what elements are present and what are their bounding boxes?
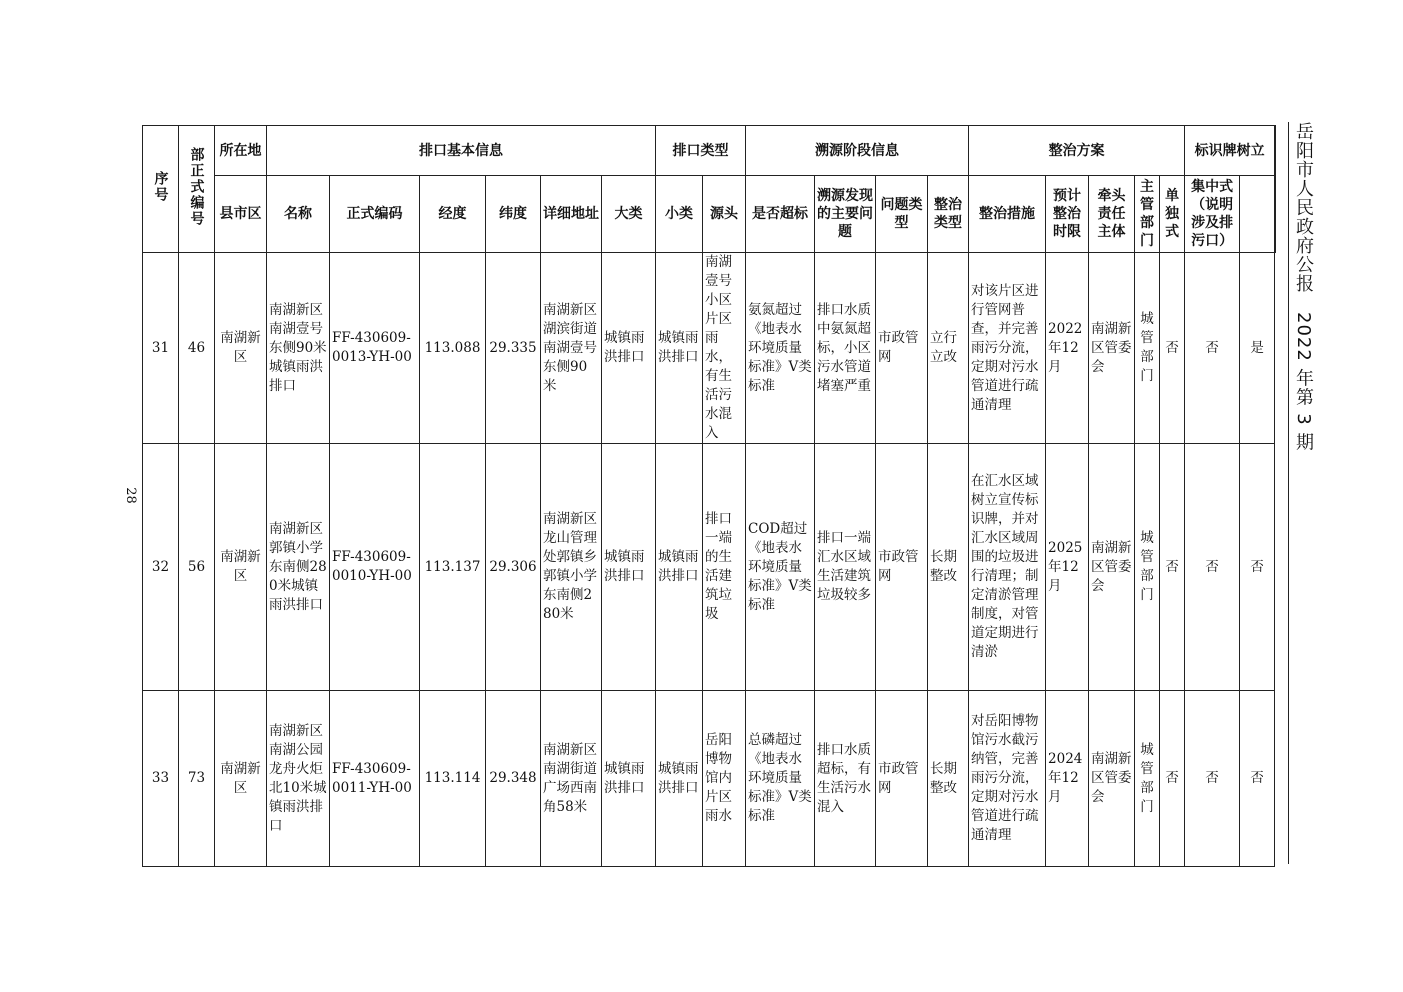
- cell-longitude: 113.137: [420, 444, 486, 691]
- cell-longitude: 113.114: [420, 691, 486, 867]
- running-title-rule: [1288, 122, 1289, 864]
- cell-formal-code: FF-430609-0010-YH-00: [330, 444, 420, 691]
- cell-seq: 33: [143, 691, 179, 867]
- header-name: 名称: [267, 176, 330, 253]
- header-exceeds: 是否超标: [746, 176, 815, 253]
- header-source: 源头: [703, 176, 746, 253]
- cell-problem-type: 市政管网: [876, 691, 928, 867]
- cell-plan-type: 长期整改: [928, 691, 969, 867]
- header-location-group: 所在地: [215, 126, 267, 176]
- header-outlet-type: 排口类型: [656, 126, 746, 176]
- cell-exceeds: COD超过《地表水环境质量标准》V类标准: [746, 444, 815, 691]
- cell-measures: 对该片区进行管网普查，并完善雨污分流，定期对污水管道进行疏通清理: [969, 253, 1046, 444]
- cell-sign-group: 否: [1185, 253, 1240, 444]
- header-address: 详细地址: [541, 176, 602, 253]
- cell-seq: 31: [143, 253, 179, 444]
- cell-measures: 在汇水区域树立宣传标识牌，并对汇水区域周围的垃圾进行清理；制定清淤管理制度，对管道定期进行清淤: [969, 444, 1046, 691]
- page-number: 28: [122, 487, 138, 504]
- header-longitude: 经度: [420, 176, 486, 253]
- cell-deadline: 2025年12月: [1046, 444, 1089, 691]
- header-sign: 标识牌树立: [1185, 126, 1275, 176]
- table-row: [143, 444, 1276, 691]
- header-location: 县市区: [215, 176, 267, 253]
- cell-formal-code: FF-430609-0013-YH-00: [330, 253, 420, 444]
- outlet-table: [142, 125, 1276, 867]
- header-sign-group: 集中式（说明涉及排污口）: [1185, 176, 1240, 253]
- cell-problem-type: 市政管网: [876, 253, 928, 444]
- header-latitude: 纬度: [486, 176, 541, 253]
- cell-source: 排口一端的生活建筑垃圾: [703, 444, 746, 691]
- header-basic-info: 排口基本信息: [267, 126, 656, 176]
- cell-minor-class: 城镇雨洪排口: [656, 691, 703, 867]
- cell-latitude: 29.335: [486, 253, 541, 444]
- header-dept-code: 部正式编号: [179, 126, 215, 253]
- header-trace-problem: 溯源发现的主要问题: [815, 176, 876, 253]
- cell-plan-type: 长期整改: [928, 444, 969, 691]
- cell-lead: 南湖新区管委会: [1089, 444, 1135, 691]
- cell-formal-code: FF-430609-0011-YH-00: [330, 691, 420, 867]
- cell-done: 否: [1240, 444, 1275, 691]
- cell-trace-problem: 排口水质中氨氮超标，小区污水管道堵塞严重: [815, 253, 876, 444]
- cell-location: 南湖新区: [215, 444, 267, 691]
- cell-name: 南湖新区郭镇小学东南侧280米城镇雨洪排口: [267, 444, 330, 691]
- cell-deadline: 2022年12月: [1046, 253, 1089, 444]
- cell-deadline: 2024年12月: [1046, 691, 1089, 867]
- cell-location: 南湖新区: [215, 253, 267, 444]
- cell-lead: 南湖新区管委会: [1089, 691, 1135, 867]
- cell-dept: 城管部门: [1135, 691, 1160, 867]
- cell-source: 岳阳博物馆内片区雨水: [703, 691, 746, 867]
- cell-major-class: 城镇雨洪排口: [602, 691, 656, 867]
- cell-dept: 城管部门: [1135, 253, 1160, 444]
- cell-problem-type: 市政管网: [876, 444, 928, 691]
- cell-name: 南湖新区南湖壹号东侧90米城镇雨洪排口: [267, 253, 330, 444]
- cell-dept-code: 73: [179, 691, 215, 867]
- cell-seq: 32: [143, 444, 179, 691]
- table-row: [143, 691, 1276, 867]
- cell-location: 南湖新区: [215, 691, 267, 867]
- cell-lead: 南湖新区管委会: [1089, 253, 1135, 444]
- cell-address: 南湖新区龙山管理处郭镇乡郭镇小学东南侧280米: [541, 444, 602, 691]
- cell-sign-group: 否: [1185, 444, 1240, 691]
- cell-trace-problem: 排口水质超标，有生活污水混入: [815, 691, 876, 867]
- cell-exceeds: 氨氮超过《地表水环境质量标准》V类标准: [746, 253, 815, 444]
- cell-address: 南湖新区湖滨街道南湖壹号东侧90米: [541, 253, 602, 444]
- header-plan: 整治方案: [969, 126, 1185, 176]
- cell-source: 南湖壹号小区片区雨水，有生活污水混入: [703, 253, 746, 444]
- header-seq: 序号: [143, 126, 179, 253]
- header-minor-class: 小类: [656, 176, 703, 253]
- cell-address: 南湖新区南湖街道广场西南角58米: [541, 691, 602, 867]
- cell-minor-class: 城镇雨洪排口: [656, 253, 703, 444]
- cell-sign-single: 否: [1160, 444, 1185, 691]
- header-dept: 主管部门: [1135, 176, 1160, 253]
- header-done: [1275, 126, 1276, 253]
- cell-done: 是: [1240, 253, 1275, 444]
- header-trace-info: 溯源阶段信息: [746, 126, 969, 176]
- cell-longitude: 113.088: [420, 253, 486, 444]
- cell-sign-group: 否: [1185, 691, 1240, 867]
- cell-latitude: 29.348: [486, 691, 541, 867]
- cell-plan-type: 立行立改: [928, 253, 969, 444]
- cell-sign-single: 否: [1160, 253, 1185, 444]
- cell-dept: 城管部门: [1135, 444, 1160, 691]
- cell-exceeds: 总磷超过《地表水环境质量标准》V类标准: [746, 691, 815, 867]
- cell-latitude: 29.306: [486, 444, 541, 691]
- header-deadline: 预计整治时限: [1046, 176, 1089, 253]
- running-title: 岳阳市人民政府公报 2022 年第 3 期: [1293, 122, 1314, 452]
- cell-dept-code: 46: [179, 253, 215, 444]
- table-row: [143, 253, 1276, 444]
- cell-trace-problem: 排口一端汇水区域生活建筑垃圾较多: [815, 444, 876, 691]
- header-formal-code: 正式编码: [330, 176, 420, 253]
- cell-dept-code: 56: [179, 444, 215, 691]
- header-sign-single: 单独式: [1160, 176, 1185, 253]
- header-major-class: 大类: [602, 176, 656, 253]
- cell-minor-class: 城镇雨洪排口: [656, 444, 703, 691]
- cell-sign-single: 否: [1160, 691, 1185, 867]
- header-problem-type: 问题类型: [876, 176, 928, 253]
- header-plan-type: 整治类型: [928, 176, 969, 253]
- cell-measures: 对岳阳博物馆污水截污纳管，完善雨污分流，定期对污水管道进行疏通清理: [969, 691, 1046, 867]
- cell-major-class: 城镇雨洪排口: [602, 444, 656, 691]
- cell-major-class: 城镇雨洪排口: [602, 253, 656, 444]
- cell-name: 南湖新区南湖公园龙舟火炬北10米城镇雨洪排口: [267, 691, 330, 867]
- cell-done: 否: [1240, 691, 1275, 867]
- header-lead: 牵头责任主体: [1089, 176, 1135, 253]
- header-measures: 整治措施: [969, 176, 1046, 253]
